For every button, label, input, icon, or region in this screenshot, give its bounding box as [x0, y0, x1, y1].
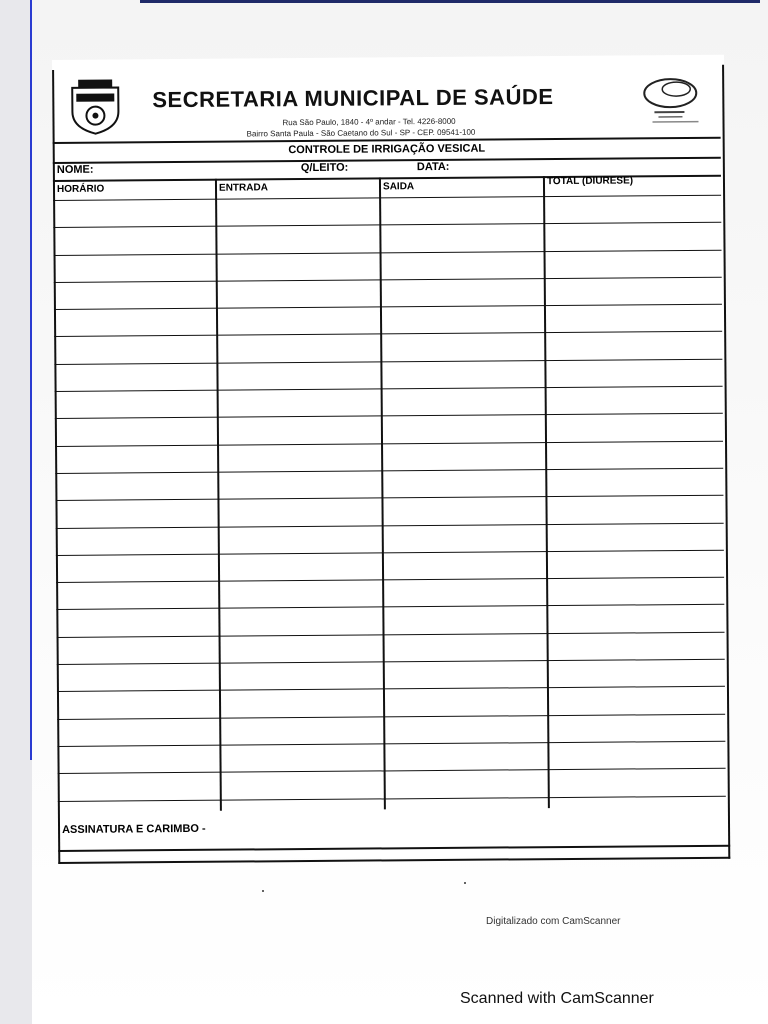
- scan-speck: [262, 890, 264, 892]
- form-paper: [52, 55, 730, 860]
- form-header: [52, 65, 721, 144]
- form-title: CONTROLE DE IRRIGAÇÃO VESICAL: [53, 137, 721, 164]
- health-logo-icon: [634, 71, 714, 132]
- scan-left-edge: [0, 0, 32, 1024]
- data-label: DATA:: [416, 160, 450, 174]
- column-header-entrada: ENTRADA: [218, 182, 268, 194]
- scan-speck: [464, 882, 466, 884]
- address-line-2: Bairro Santa Paula - São Caetano do Sul - SP - CEP. 09541-100: [246, 127, 476, 139]
- municipal-crest-icon: [66, 77, 124, 135]
- camscanner-watermark: Scanned with CamScanner: [460, 990, 654, 1007]
- column-header-total: TOTAL (DIURESE): [546, 175, 634, 188]
- scan-top-line: [140, 0, 760, 3]
- page-title: SECRETARIA MUNICIPAL DE SAÚDE: [152, 84, 554, 113]
- digitalizado-text: Digitalizado com CamScanner: [486, 916, 621, 927]
- column-header-horario: HORÁRIO: [56, 183, 105, 195]
- signature-label: ASSINATURA E CARIMBO -: [62, 822, 206, 836]
- table-body: [53, 196, 726, 802]
- nome-label: NOME:: [56, 163, 94, 176]
- leito-label: Q/LEITO:: [300, 161, 349, 175]
- signature-section: [58, 807, 726, 848]
- column-header-saida: SAIDA: [382, 181, 415, 193]
- table-row: [58, 769, 726, 802]
- irrigation-table: [53, 175, 726, 802]
- scan-edge-line: [30, 0, 32, 760]
- address-line-1: Rua São Paulo, 1840 - 4º andar - Tel. 4226-8000: [282, 116, 456, 128]
